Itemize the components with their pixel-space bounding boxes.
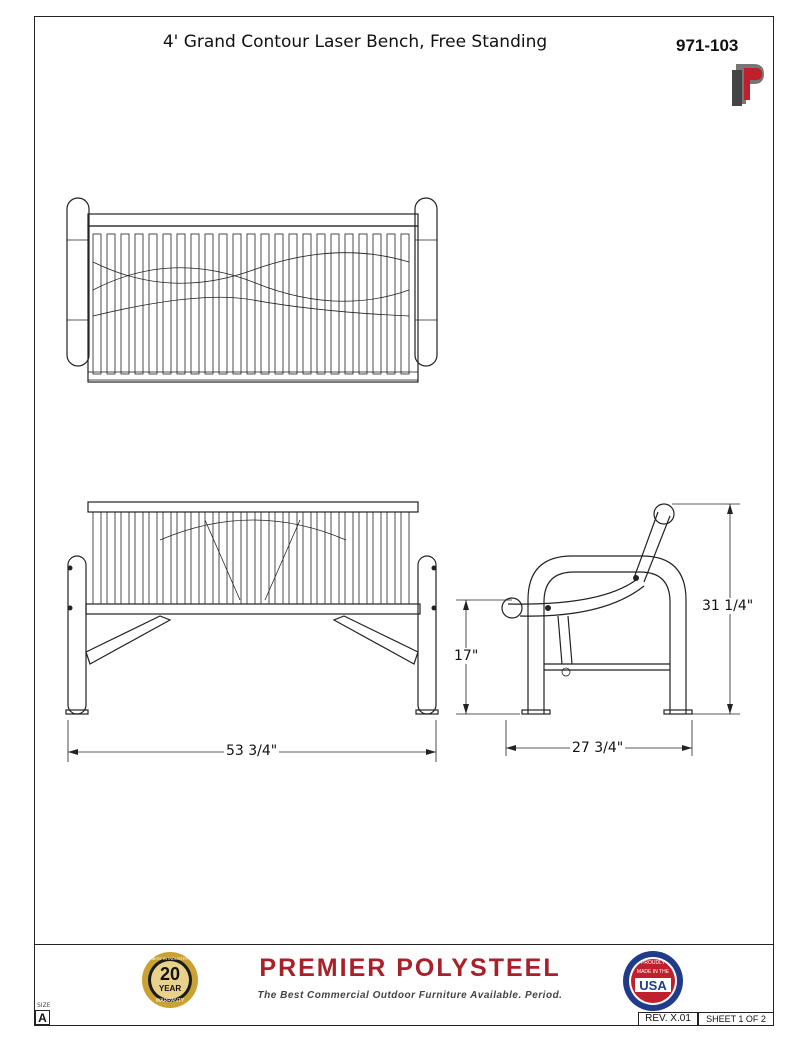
dimension-seat-height: 17" — [454, 648, 479, 664]
warranty-unit: YEAR — [158, 984, 182, 993]
warranty-bottom-text: WARRANTY — [155, 998, 185, 1004]
revision-label: REV. X.01 — [638, 1012, 698, 1026]
side-view — [456, 504, 740, 756]
warranty-top-text: BEST IN INDUSTRY — [151, 956, 189, 961]
usa-middle-text: MADE IN THE — [636, 969, 670, 975]
brand-name: PREMIER POLYSTEEL — [259, 954, 561, 982]
dimension-overall-width: 53 3/4" — [226, 743, 278, 759]
brand-tagline: The Best Commercial Outdoor Furniture Available. Period. — [257, 990, 563, 1001]
usa-top-text: PROUDLY — [641, 960, 665, 966]
part-number: 971-103 — [676, 36, 739, 55]
dimension-overall-height: 31 1/4" — [702, 598, 754, 614]
warranty-badge — [136, 950, 204, 1010]
drawing-title: 4' Grand Contour Laser Bench, Free Standing — [162, 32, 548, 52]
size-value: A — [35, 1010, 50, 1025]
made-in-usa-badge — [622, 950, 684, 1012]
sheet-number: SHEET 1 OF 2 — [698, 1012, 774, 1026]
footer-divider — [34, 944, 774, 945]
warranty-number: 20 — [159, 964, 181, 984]
dimension-overall-depth: 27 3/4" — [572, 740, 624, 756]
size-label: SIZE — [37, 1002, 51, 1009]
front-view — [66, 502, 438, 762]
top-view — [67, 198, 437, 382]
usa-main-text: USA — [639, 978, 667, 993]
